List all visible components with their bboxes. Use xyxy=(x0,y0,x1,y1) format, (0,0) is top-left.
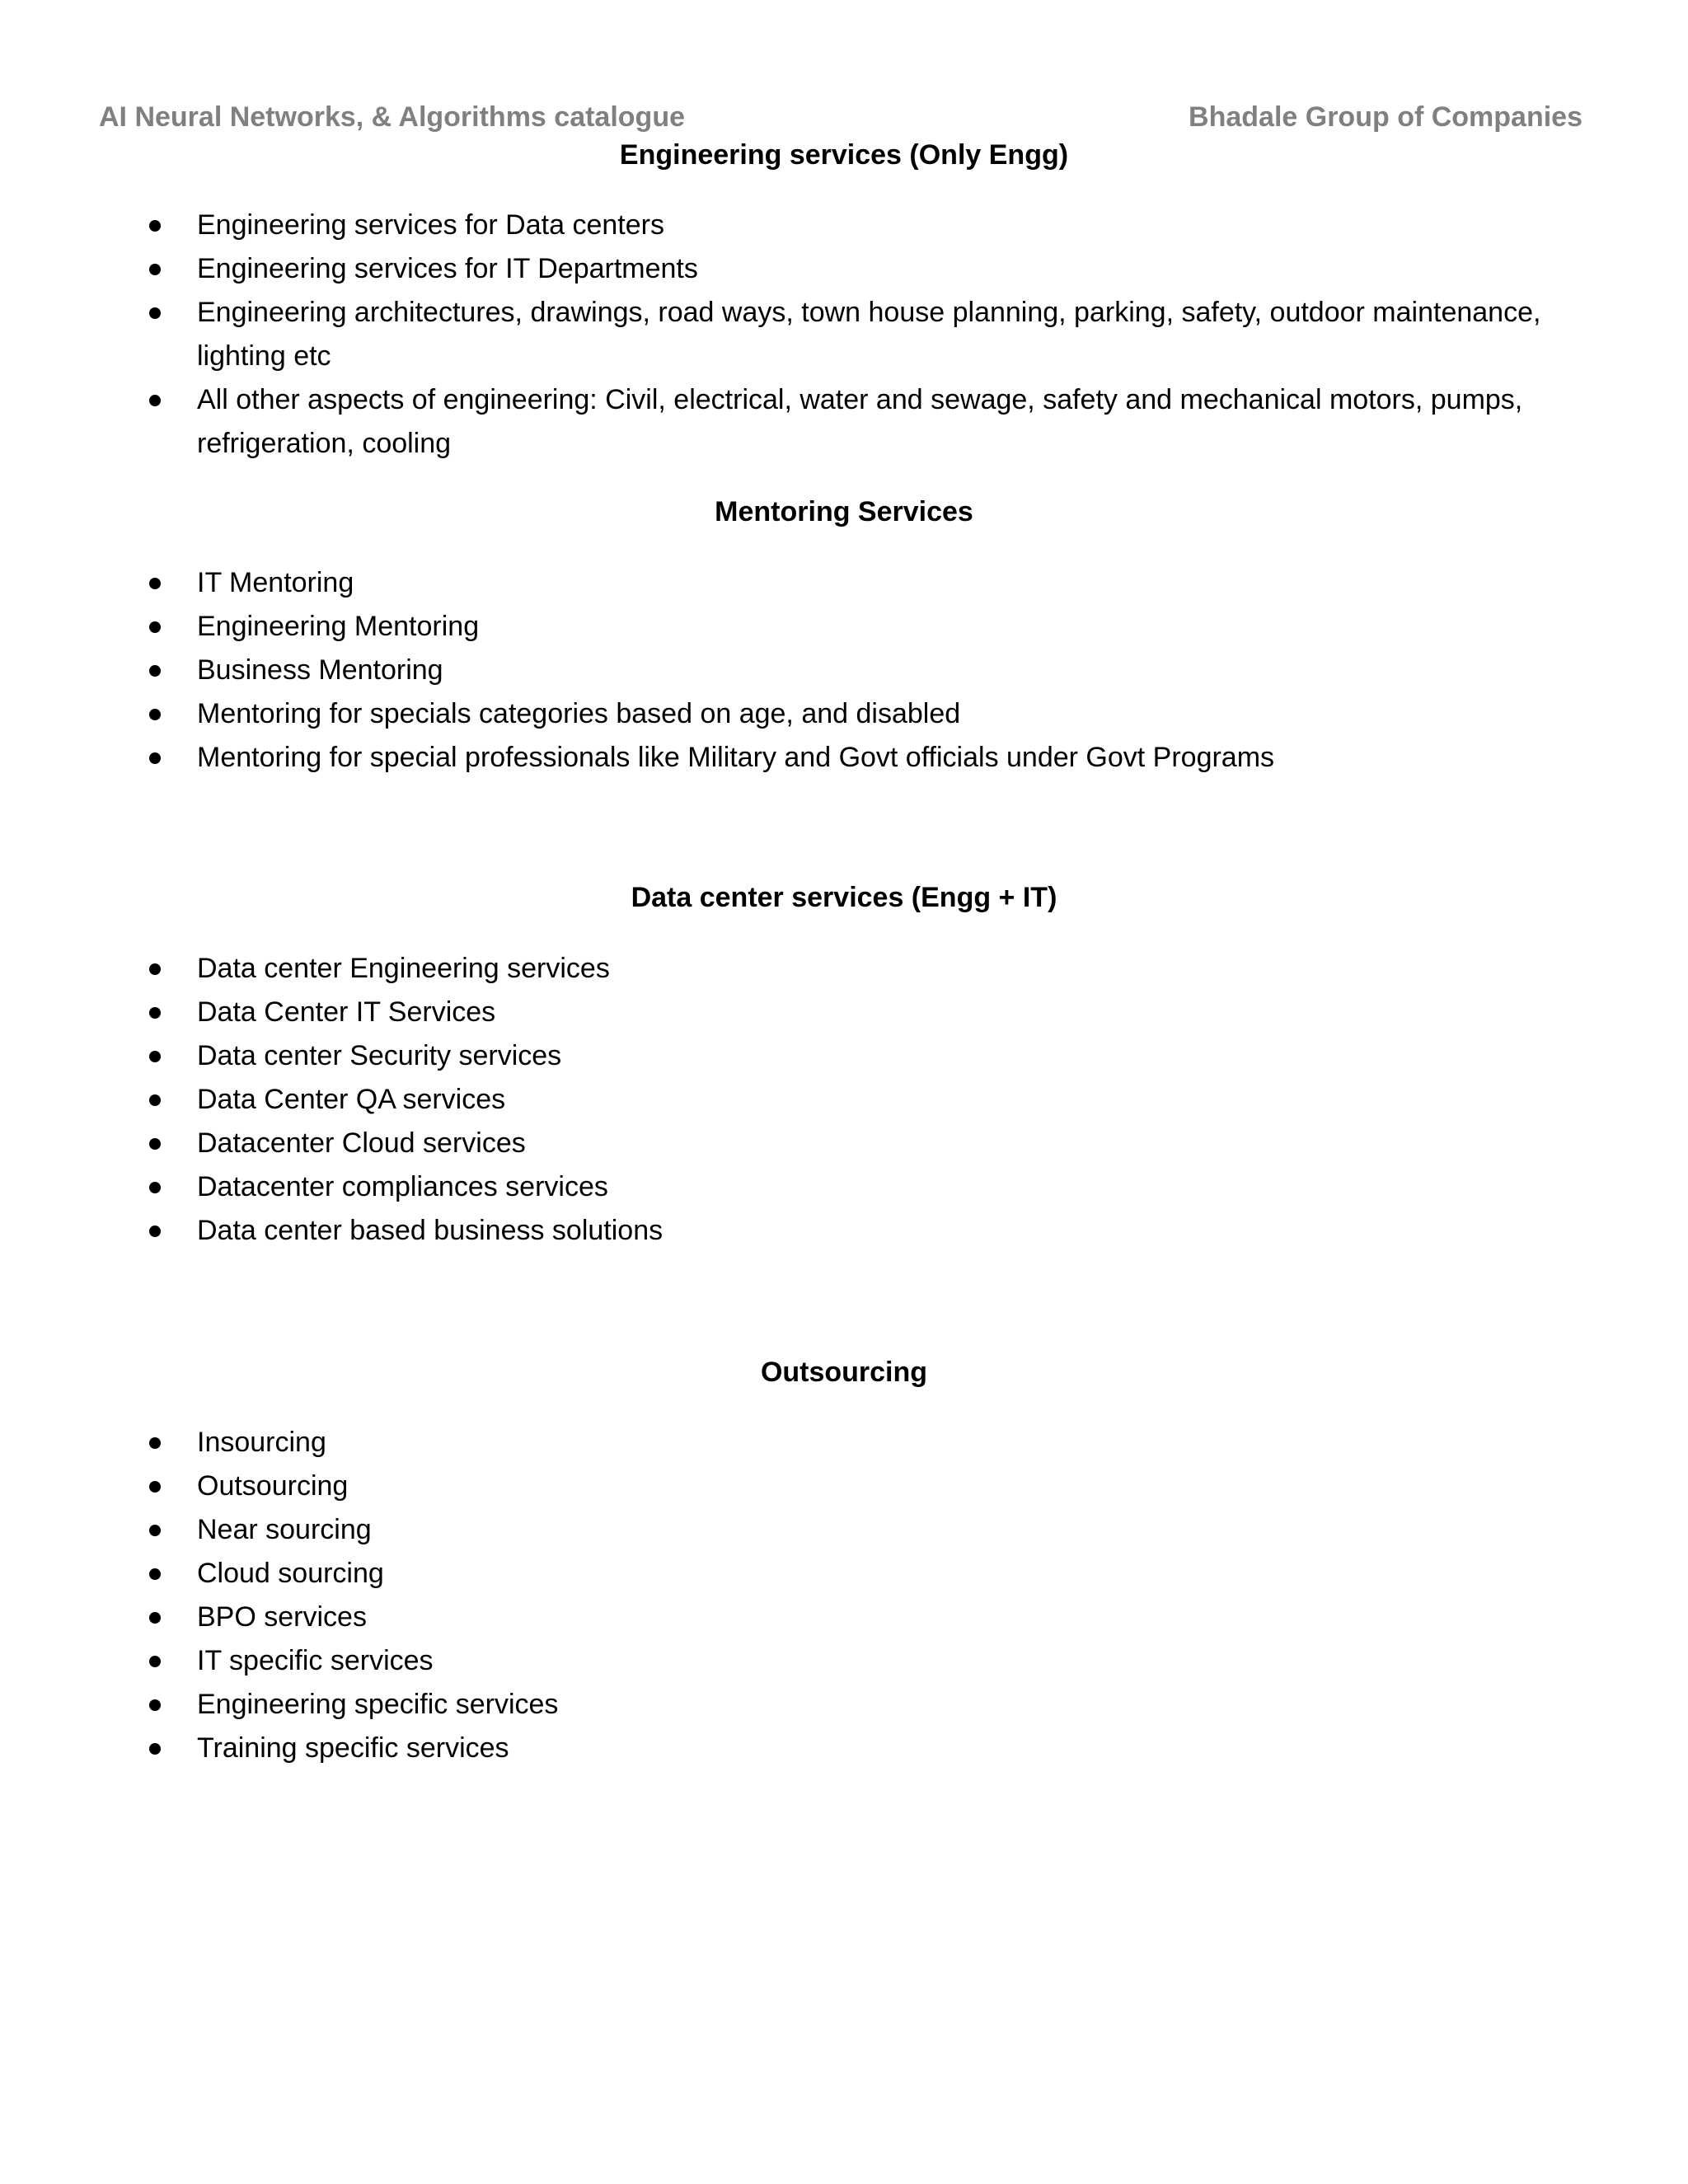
bullet-icon xyxy=(149,1656,161,1667)
section-title-engineering: Engineering services (Only Engg) xyxy=(619,139,1069,171)
section-title-outsourcing: Outsourcing xyxy=(760,1357,928,1388)
bullet-icon xyxy=(149,1699,161,1711)
bullet-icon xyxy=(149,1138,161,1150)
list-item: Insourcing xyxy=(0,1421,1688,1465)
bullet-icon xyxy=(149,1094,161,1106)
list-item: Engineering specific services xyxy=(0,1683,1688,1727)
bullet-icon xyxy=(149,1481,161,1493)
list-item: Datacenter Cloud services xyxy=(0,1122,1688,1165)
list-item: Data Center IT Services xyxy=(0,991,1688,1034)
bullet-icon xyxy=(149,395,161,406)
list-item: All other aspects of engineering: Civil, electrical, water and sewage, safety and mechanical motors, pumps, refrigeration, cooling xyxy=(0,378,1688,466)
list-item: Data center based business solutions xyxy=(0,1209,1688,1253)
bullet-icon xyxy=(149,264,161,275)
list-item: Mentoring for special professionals like Military and Govt officials under Govt Programs xyxy=(0,736,1688,780)
bullet-icon xyxy=(149,1525,161,1536)
bullet-icon xyxy=(149,1612,161,1624)
data-center-list xyxy=(0,947,1688,1253)
list-item: Data center Security services xyxy=(0,1034,1688,1078)
section-title-mentoring: Mentoring Services xyxy=(715,496,973,527)
list-item: Business Mentoring xyxy=(0,649,1688,692)
list-item: Engineering services for IT Departments xyxy=(0,247,1688,291)
bullet-icon xyxy=(149,665,161,677)
list-item: IT Mentoring xyxy=(0,561,1688,605)
bullet-icon xyxy=(149,1051,161,1062)
list-item: Training specific services xyxy=(0,1727,1688,1770)
bullet-icon xyxy=(149,621,161,633)
section-title-data-center: Data center services (Engg + IT) xyxy=(631,882,1057,913)
bullet-icon xyxy=(149,709,161,720)
bullet-icon xyxy=(149,1437,161,1449)
bullet-icon xyxy=(149,220,161,232)
list-item: Engineering architectures, drawings, road ways, town house planning, parking, safety, outdoor maintenance, lighting etc xyxy=(0,291,1688,378)
bullet-icon xyxy=(149,1743,161,1755)
list-item: Engineering services for Data centers xyxy=(0,204,1688,247)
list-item: IT specific services xyxy=(0,1639,1688,1683)
list-item: Data Center QA services xyxy=(0,1078,1688,1122)
header-catalogue-title: AI Neural Networks, & Algorithms catalogue xyxy=(99,101,685,133)
list-item: Near sourcing xyxy=(0,1508,1688,1552)
outsourcing-list xyxy=(0,1421,1688,1770)
bullet-icon xyxy=(149,307,161,319)
list-item: Datacenter compliances services xyxy=(0,1165,1688,1209)
list-item: Cloud sourcing xyxy=(0,1552,1688,1596)
header-company-name: Bhadale Group of Companies xyxy=(1189,101,1582,133)
list-item: BPO services xyxy=(0,1596,1688,1639)
list-item: Engineering Mentoring xyxy=(0,605,1688,649)
bullet-icon xyxy=(149,1568,161,1580)
mentoring-list xyxy=(0,561,1688,780)
bullet-icon xyxy=(149,1226,161,1237)
list-item: Outsourcing xyxy=(0,1465,1688,1508)
bullet-icon xyxy=(149,1182,161,1193)
list-item: Data center Engineering services xyxy=(0,947,1688,991)
bullet-icon xyxy=(149,578,161,589)
bullet-icon xyxy=(149,1007,161,1019)
list-item: Mentoring for specials categories based on age, and disabled xyxy=(0,692,1688,736)
bullet-icon xyxy=(149,963,161,975)
engineering-list xyxy=(0,204,1688,466)
bullet-icon xyxy=(149,752,161,764)
